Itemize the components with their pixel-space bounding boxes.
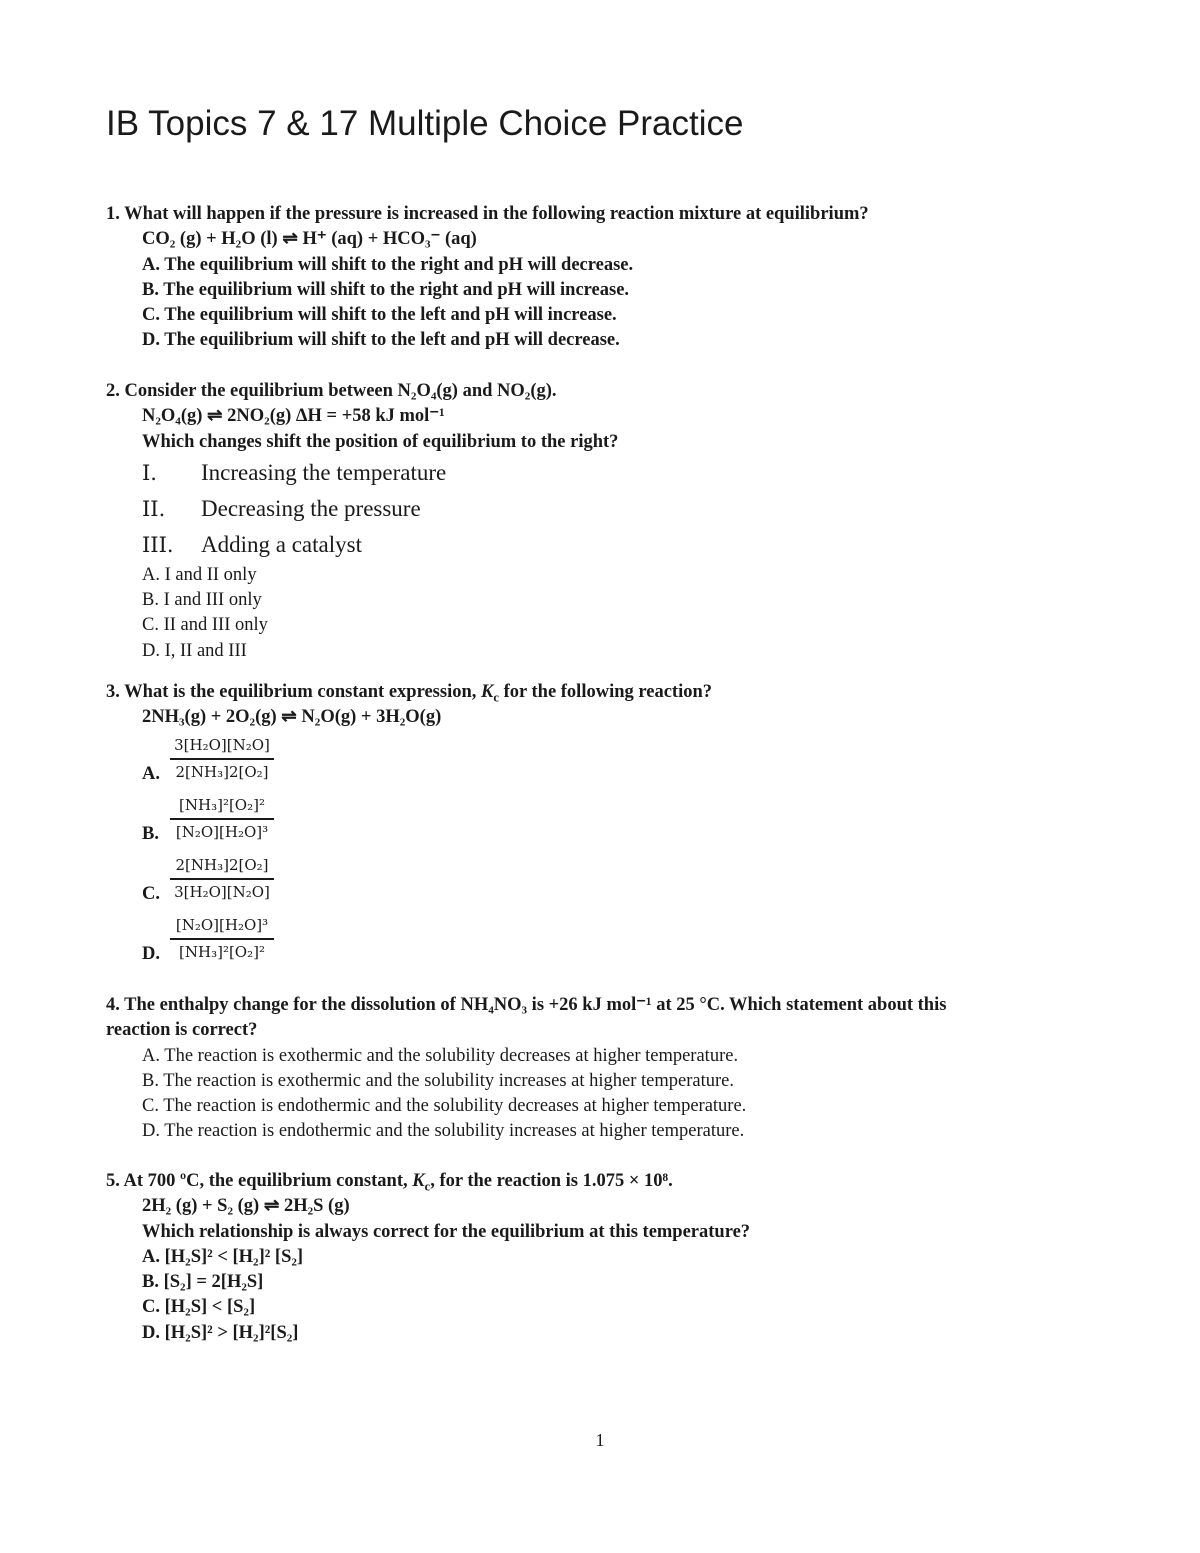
question-prompt: Which relationship is always correct for the equilibrium at this temperature? <box>142 1221 751 1242</box>
option-label: B. <box>142 824 159 845</box>
statement-ii <box>106 491 618 527</box>
option-b <box>106 791 712 851</box>
question-prompt: Which changes shift the position of equilibrium to the right? <box>142 431 619 452</box>
question-stem <box>106 1169 750 1194</box>
stem-text: 3. What is the equilibrium constant expression, <box>106 682 482 702</box>
page-number: 1 <box>595 1430 605 1450</box>
question-stem: 4. The enthalpy change for the dissolution of NH₄NO₃ is +26 kJ mol⁻¹ at 25 °C. Which statement about this <box>106 995 947 1015</box>
question-stem-continued: reaction is correct? <box>106 1020 258 1041</box>
statement-iii <box>106 527 618 563</box>
fraction-numerator: 3[H₂O][N₂O] <box>174 735 270 754</box>
option-a: A. [H₂S]² < [H₂]² [S₂] <box>142 1246 304 1267</box>
option-b: B. The equilibrium will shift to the right and pH will increase. <box>142 279 630 300</box>
fraction-denominator: [NH₃]²[O₂]² <box>179 942 265 961</box>
fraction-numerator: [N₂O][H₂O]³ <box>175 915 269 934</box>
option-b: B. [S₂] = 2[H₂S] <box>142 1272 264 1293</box>
statement-i <box>106 455 618 491</box>
option-d: D. The reaction is endothermic and the solubility increases at higher temperature. <box>142 1121 745 1142</box>
question-stem <box>106 680 712 705</box>
question-4 <box>106 993 946 1145</box>
equation: 2H₂ (g) + S₂ (g) ⇌ 2H₂S (g) <box>142 1196 350 1217</box>
equation: N₂O₄(g) ⇌ 2NO₂(g) ΔH = +58 kJ mol⁻¹ <box>142 406 445 427</box>
equation: 2NH₃(g) + 2O₂(g) ⇌ N₂O(g) + 3H₂O(g) <box>142 707 442 728</box>
fraction-numerator: [NH₃]²[O₂]² <box>179 795 265 814</box>
option-c: C. II and III only <box>142 615 268 636</box>
fraction-denominator: 3[H₂O][N₂O] <box>174 882 270 901</box>
question-1 <box>106 202 869 354</box>
option-a: A. The reaction is exothermic and the solubility decreases at higher temperature. <box>142 1045 739 1066</box>
question-3 <box>106 680 712 971</box>
page-title: IB Topics 7 & 17 Multiple Choice Practice <box>106 104 744 143</box>
stem-text: for the following reaction? <box>498 682 713 702</box>
stem-text: 5. At 700 ºC, the equilibrium constant, <box>106 1171 413 1191</box>
k-symbol: K <box>412 1171 425 1191</box>
option-c: C. The reaction is endothermic and the solubility decreases at higher temperature. <box>142 1096 747 1117</box>
question-stem: 1. What will happen if the pressure is increased in the following reaction mixture at equilibrium? <box>106 204 869 224</box>
question-stem: 2. Consider the equilibrium between N₂O₄(g) and NO₂(g). <box>106 381 557 401</box>
equation: CO₂ (g) + H₂O (l) ⇌ H⁺ (aq) + HCO₃⁻ (aq) <box>142 229 477 250</box>
option-d: D. I, II and III <box>142 640 247 661</box>
option-a: A. I and II only <box>142 564 257 585</box>
statement-text: Decreasing the pressure <box>201 495 421 521</box>
option-b: B. The reaction is exothermic and the solubility increases at higher temperature. <box>142 1070 734 1091</box>
option-label: C. <box>142 884 160 905</box>
question-2 <box>106 379 618 664</box>
option-d <box>106 911 712 971</box>
statement-number: III. <box>142 532 174 557</box>
option-label: A. <box>142 764 160 785</box>
fraction-denominator: 2[NH₃]2[O₂] <box>175 762 269 781</box>
statement-number: II. <box>142 496 166 521</box>
statement-text: Increasing the temperature <box>201 459 447 485</box>
statement-number: I. <box>142 460 157 485</box>
option-label: D. <box>142 944 160 965</box>
fraction-denominator: [N₂O][H₂O]³ <box>175 822 269 841</box>
k-subscript: c <box>424 1179 431 1194</box>
option-a <box>106 731 712 791</box>
k-symbol: K <box>481 682 494 702</box>
option-c: C. The equilibrium will shift to the left and pH will increase. <box>142 305 617 326</box>
option-b: B. I and III only <box>142 590 262 611</box>
question-5 <box>106 1169 750 1346</box>
statement-text: Adding a catalyst <box>201 531 362 557</box>
stem-text: , for the reaction is 1.075 × 10⁸. <box>430 1171 673 1191</box>
fraction-numerator: 2[NH₃]2[O₂] <box>175 855 269 874</box>
option-d: D. [H₂S]² > [H₂]²[S₂] <box>142 1322 299 1343</box>
k-subscript: c <box>493 690 499 705</box>
option-a: A. The equilibrium will shift to the right and pH will decrease. <box>142 254 634 275</box>
option-d: D. The equilibrium will shift to the left and pH will decrease. <box>142 330 620 351</box>
option-c <box>106 851 712 911</box>
option-c: C. [H₂S] < [S₂] <box>142 1297 256 1318</box>
